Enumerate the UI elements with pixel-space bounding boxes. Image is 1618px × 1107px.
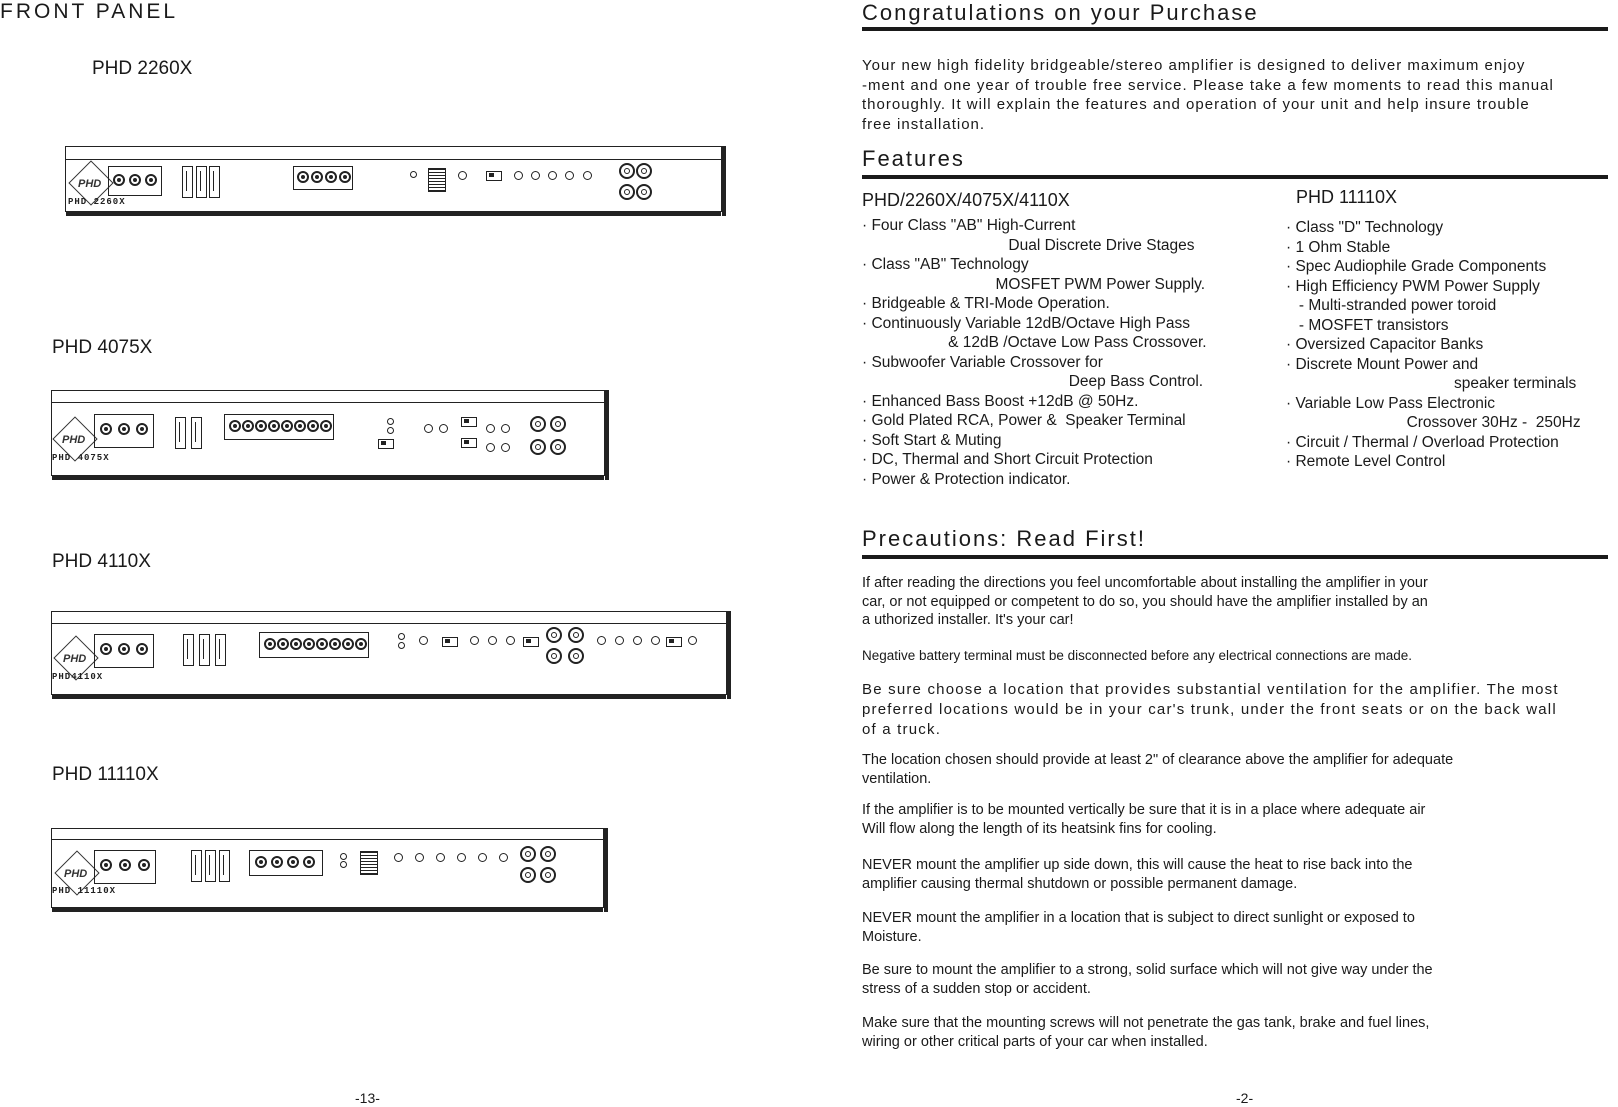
page-number-right: -2- <box>1236 1090 1254 1106</box>
rca-input-icon <box>546 627 562 643</box>
list-item: · Enhanced Bass Boost +12dB @ 50Hz. <box>862 392 1139 410</box>
list-item: · DC, Thermal and Short Circuit Protection <box>862 451 1153 468</box>
precaution-p7 <box>862 909 1608 946</box>
text-line: ventilation. <box>862 770 932 787</box>
list-item: · Continuously Variable 12dB/Octave High Pass <box>862 314 1190 332</box>
amp-panel-11110x: PHD PHD 11110X <box>51 828 604 908</box>
fuse-icon <box>182 166 193 198</box>
front-panel-heading: FRONT PANEL <box>0 0 179 23</box>
text-line: Be sure choose a location that provides substantial ventilation for the amplifier. The most <box>862 681 1559 698</box>
model-title-2260x: PHD 2260X <box>92 58 193 79</box>
list-item: - Multi-stranded power toroid <box>1286 297 1497 314</box>
text-line: Be sure to mount the amplifier to a strong, solid surface which will not give way under the <box>862 962 1433 978</box>
fuse-icon <box>183 634 194 666</box>
list-item: MOSFET PWM Power Supply. <box>862 275 1206 293</box>
precaution-p2: Negative battery terminal must be disconnected before any electrical connections are made. <box>862 648 1413 663</box>
text-line: free installation. <box>862 115 986 133</box>
list-item: · Oversized Capacitor Banks <box>1286 336 1484 353</box>
text-line: Your new high fidelity bridgeable/stereo amplifier is designed to deliver maximum enjoy <box>862 57 1526 74</box>
list-item: & 12dB /Octave Low Pass Crossover. <box>862 334 1207 351</box>
section-divider <box>862 27 1608 31</box>
list-item: · Variable Low Pass Electronic <box>1286 394 1496 412</box>
precaution-p8 <box>862 961 1608 998</box>
model-title-11110x: PHD 11110X <box>52 764 159 785</box>
list-item: · Discrete Mount Power and <box>1286 355 1479 373</box>
page-number-left: -13- <box>355 1090 380 1106</box>
text-line: wiring or other critical parts of your car when installed. <box>862 1033 1208 1050</box>
list-item: · Four Class "AB" High-Current <box>862 217 1076 234</box>
panel-label-2260x: PHD 2260X <box>68 197 126 207</box>
amp-panel-4075x: PHD PHD 4075X <box>51 390 605 476</box>
precaution-p4 <box>862 751 1608 788</box>
list-item: · Class "D" Technology <box>1286 219 1444 236</box>
list-item: · Spec Audiophile Grade Components <box>1286 258 1547 275</box>
rca-input-icon <box>619 163 635 179</box>
text-line: -ment and one year of trouble free service. Please take a few moments to read this manual <box>862 76 1554 94</box>
list-item: · Subwoofer Variable Crossover for <box>862 353 1103 371</box>
panel-label-4110x: PHD4110X <box>52 672 104 682</box>
precaution-p9 <box>862 1014 1608 1051</box>
section-divider <box>862 555 1608 559</box>
rca-input-icon <box>530 416 546 432</box>
features-left-list <box>862 216 1262 489</box>
fuse-icon <box>191 850 202 882</box>
list-item: · High Efficiency PWM Power Supply <box>1286 277 1540 295</box>
text-line: a uthorized installer. It's your car! <box>862 612 1074 628</box>
list-item: · Bridgeable & TRI-Mode Operation. <box>862 295 1110 312</box>
congrats-title: Congratulations on your Purchase <box>862 0 1259 25</box>
list-item: Dual Discrete Drive Stages <box>862 236 1195 254</box>
features-title: Features <box>862 146 965 171</box>
list-item: · Class "AB" Technology <box>862 256 1029 273</box>
list-item: · Gold Plated RCA, Power & Speaker Terminal <box>862 412 1186 429</box>
features-left-heading: PHD/2260X/4075X/4110X <box>862 190 1070 210</box>
text-line: If the amplifier is to be mounted vertically be sure that it is in a place where adequate air <box>862 802 1426 818</box>
text-line: thoroughly. It will explain the features and operation of your unit and help insure trouble <box>862 96 1530 113</box>
text-line: Will flow along the length of its heatsink fins for cooling. <box>862 820 1217 837</box>
text-line: If after reading the directions you feel uncomfortable about installing the amplifier in your <box>862 575 1428 591</box>
text-line: NEVER mount the amplifier up side down, this will cause the heat to rise back into the <box>862 857 1413 873</box>
text-line: car, or not equipped or competent to do so, you should have the amplifier installed by an <box>862 593 1428 610</box>
panel-label-4075x: PHD 4075X <box>52 453 110 463</box>
precaution-p1 <box>862 574 1608 630</box>
rca-input-icon <box>520 846 536 862</box>
text-line: stress of a sudden stop or accident. <box>862 980 1091 997</box>
model-title-4110x: PHD 4110X <box>52 551 151 572</box>
precaution-p3 <box>862 680 1608 740</box>
text-line: NEVER mount the amplifier in a location that is subject to direct sunlight or exposed to <box>862 910 1415 926</box>
list-item: · 1 Ohm Stable <box>1286 238 1391 256</box>
list-item: Crossover 30Hz - 250Hz <box>1286 414 1581 431</box>
precaution-p5 <box>862 801 1608 838</box>
list-item: · Circuit / Thermal / Overload Protection <box>1286 433 1559 451</box>
text-line: Moisture. <box>862 928 922 945</box>
section-divider <box>862 175 1608 179</box>
features-right-heading: PHD 11110X <box>1296 187 1398 207</box>
amp-panel-4110x: PHD PHD4110X <box>51 611 727 695</box>
panel-label-11110x: PHD 11110X <box>52 886 117 896</box>
amp-panel-2260x: PHD PHD 2260X <box>65 146 722 212</box>
list-item: Deep Bass Control. <box>862 373 1204 390</box>
list-item: · Soft Start & Muting <box>862 431 1002 449</box>
list-item: · Power & Protection indicator. <box>862 470 1071 488</box>
text-line: of a truck. <box>862 721 942 738</box>
features-right-list <box>1286 218 1611 472</box>
text-line: The location chosen should provide at least 2" of clearance above the amplifier for adequate <box>862 752 1454 768</box>
text-line: Make sure that the mounting screws will not penetrate the gas tank, brake and fuel lines, <box>862 1015 1430 1031</box>
list-item: - MOSFET transistors <box>1286 316 1449 334</box>
congrats-paragraph <box>862 56 1608 134</box>
list-item: speaker terminals <box>1286 375 1577 392</box>
text-line: amplifier causing thermal shutdown or possible permanent damage. <box>862 875 1298 892</box>
precautions-title: Precautions: Read First! <box>862 526 1146 551</box>
list-item: · Remote Level Control <box>1286 453 1446 470</box>
text-line: preferred locations would be in your car's trunk, under the front seats or on the back wall <box>862 701 1557 718</box>
model-title-4075x: PHD 4075X <box>52 337 153 358</box>
precaution-p6 <box>862 856 1608 893</box>
fuse-icon <box>175 417 186 449</box>
